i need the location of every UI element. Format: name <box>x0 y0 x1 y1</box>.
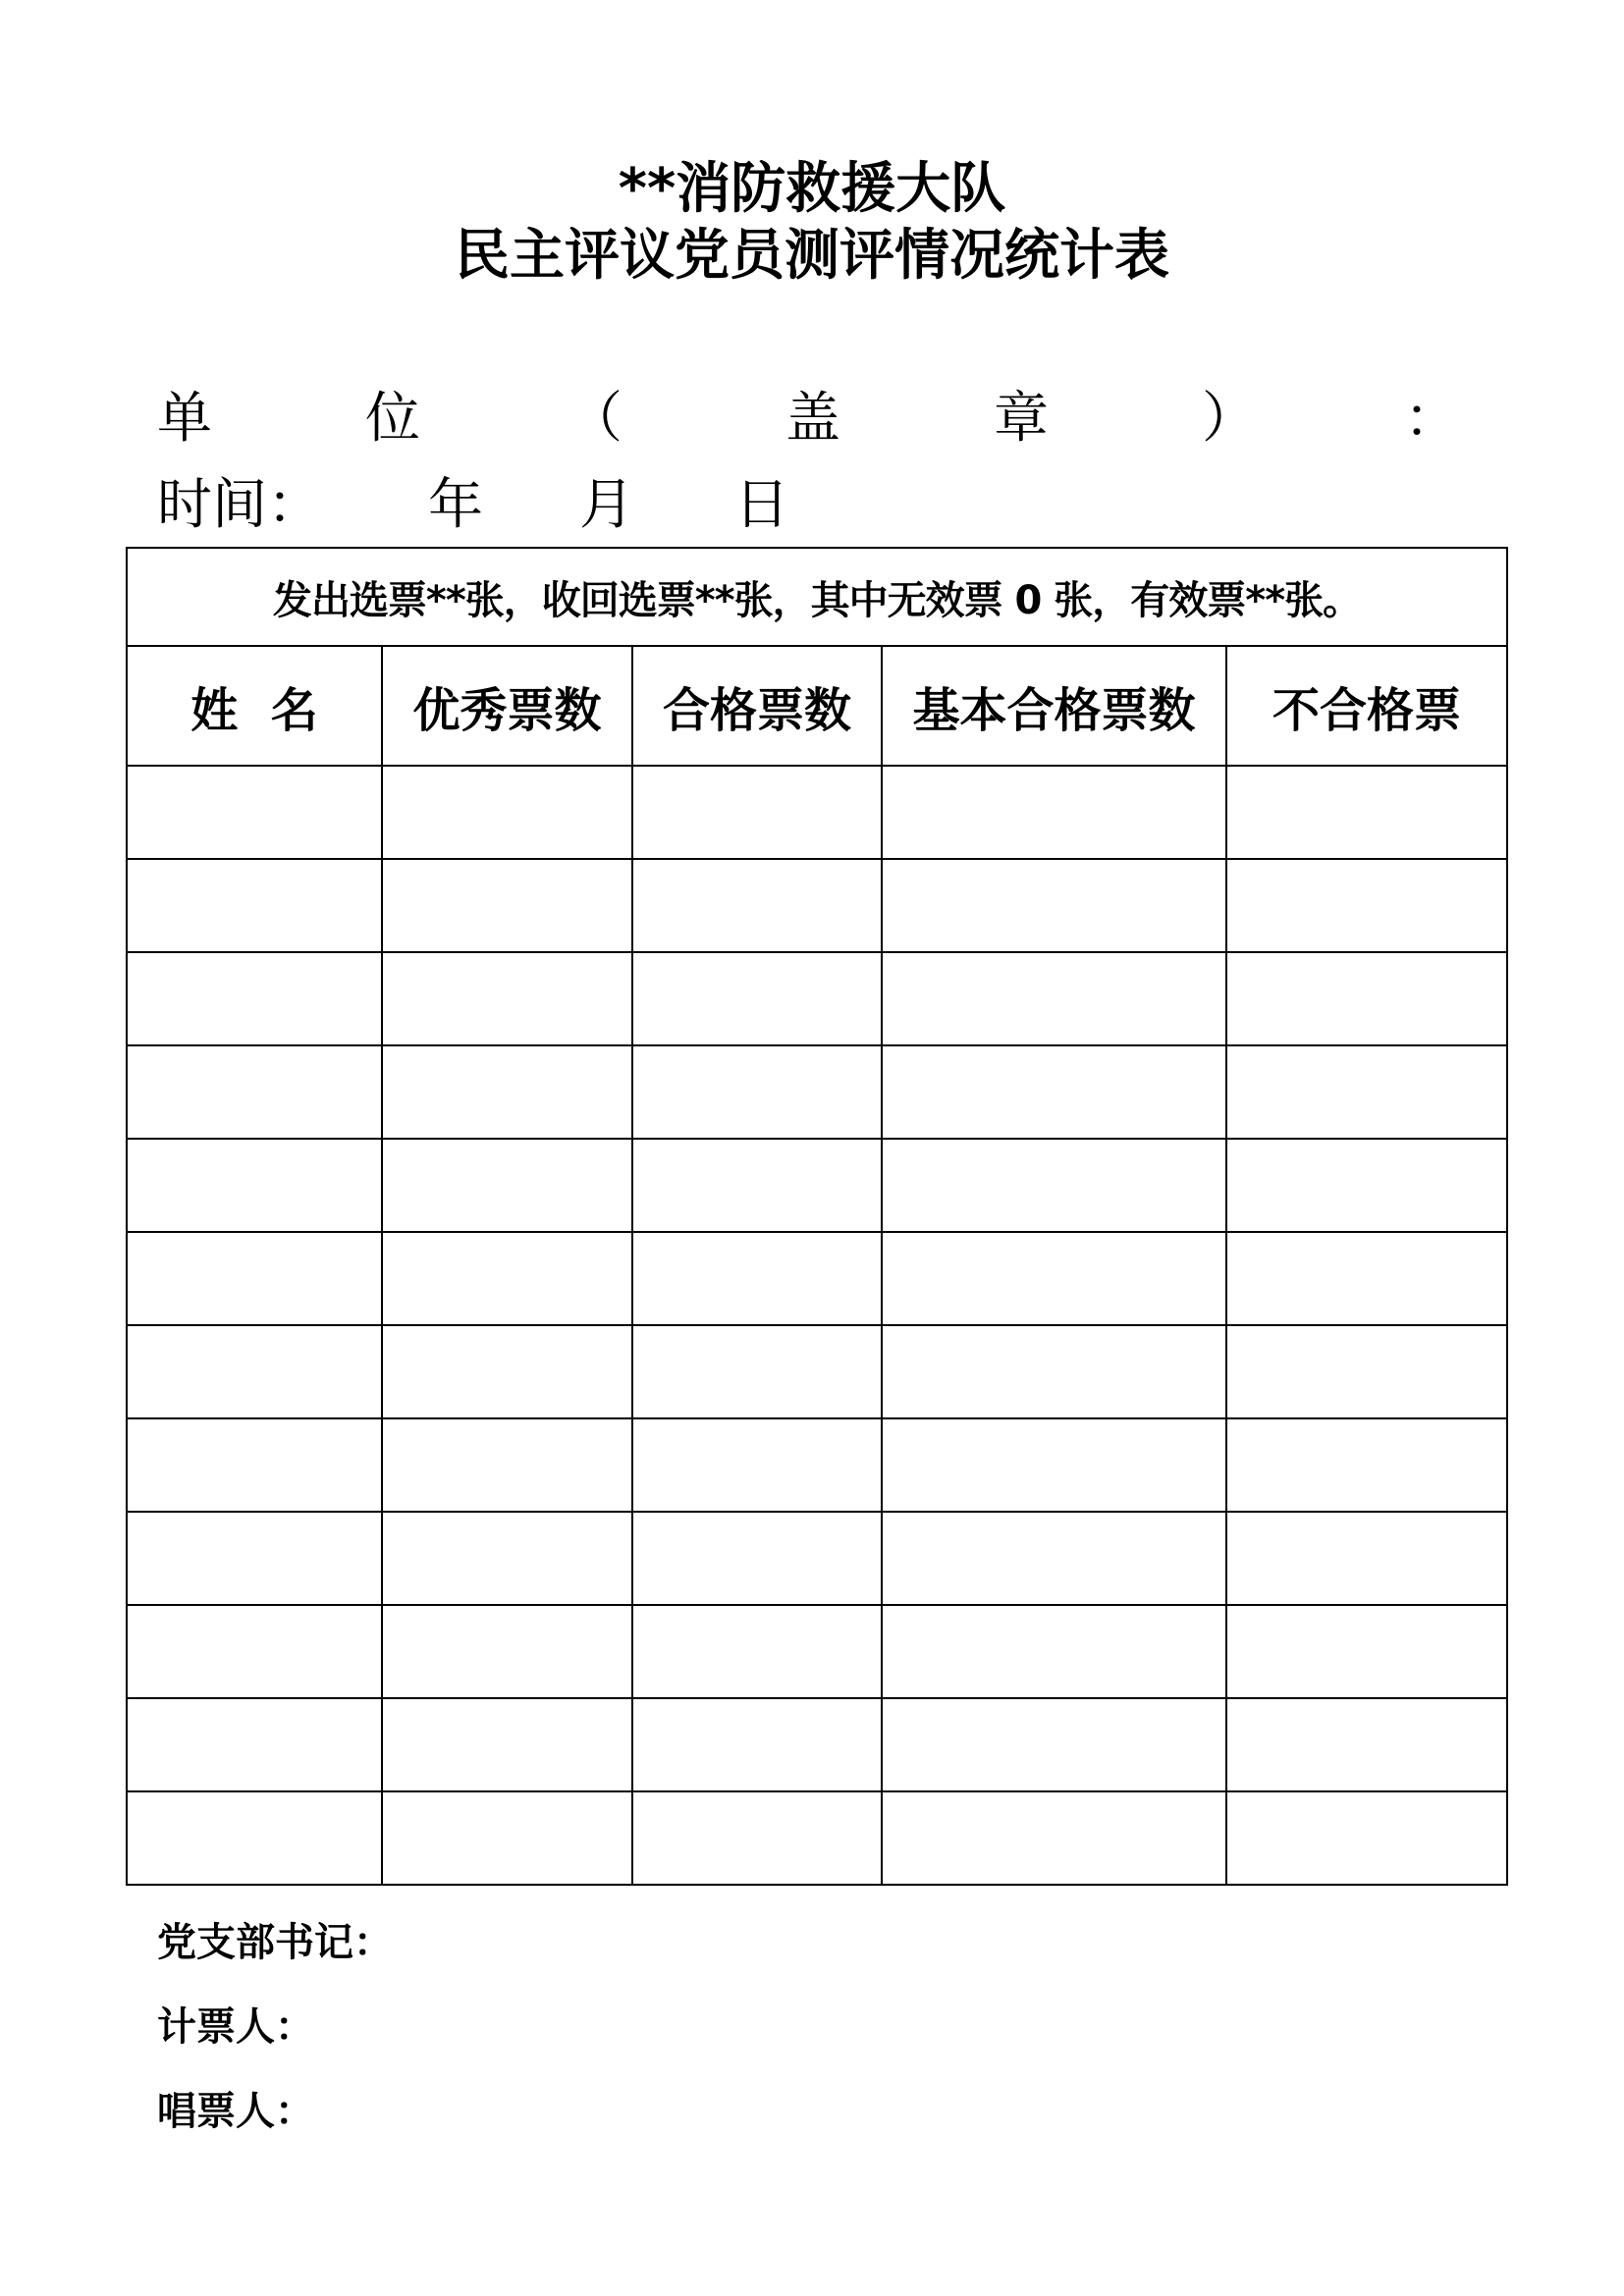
table-row <box>127 1139 1507 1232</box>
table-cell[interactable] <box>382 952 632 1045</box>
table-cell[interactable] <box>1226 1045 1507 1139</box>
column-header-name: 姓 名 <box>127 646 382 766</box>
column-header-basically-qualified: 基本合格票数 <box>882 646 1226 766</box>
table-row <box>127 1045 1507 1139</box>
table-cell[interactable] <box>127 1325 382 1418</box>
table-cell[interactable] <box>632 952 882 1045</box>
table-row <box>127 1325 1507 1418</box>
table-row <box>127 766 1507 859</box>
summary-row <box>127 548 1507 646</box>
table-row <box>127 1791 1507 1885</box>
table-cell[interactable] <box>1226 1139 1507 1232</box>
unit-seal-line <box>157 385 1459 454</box>
table-cell[interactable] <box>632 1232 882 1325</box>
table-cell[interactable] <box>382 766 632 859</box>
table-cell[interactable] <box>127 766 382 859</box>
table-cell[interactable] <box>632 1698 882 1791</box>
table-row <box>127 1418 1507 1512</box>
table-cell[interactable] <box>127 859 382 952</box>
table-row <box>127 1605 1507 1698</box>
table-cell[interactable] <box>1226 1605 1507 1698</box>
time-label: 时间： <box>157 473 322 537</box>
unit-char-3: 盖 <box>785 387 840 451</box>
table-row <box>127 1232 1507 1325</box>
table-row <box>127 1698 1507 1791</box>
unit-char-2: 位 <box>365 387 420 451</box>
document-title-line1: **消防救援大队 <box>618 157 1006 221</box>
table-cell[interactable] <box>632 1512 882 1605</box>
table-cell[interactable] <box>127 1045 382 1139</box>
table-cell[interactable] <box>882 859 1226 952</box>
column-header-qualified: 合格票数 <box>632 646 882 766</box>
table-cell[interactable] <box>632 1139 882 1232</box>
table-cell[interactable] <box>127 1512 382 1605</box>
table-cell[interactable] <box>127 1605 382 1698</box>
table-cell[interactable] <box>632 1418 882 1512</box>
unit-char-1: 单 <box>157 387 212 451</box>
party-secretary-label: 党支部书记： <box>157 1920 393 1965</box>
table-cell[interactable] <box>882 952 1226 1045</box>
table-cell[interactable] <box>382 1325 632 1418</box>
table-row <box>127 1512 1507 1605</box>
table-cell[interactable] <box>882 1325 1226 1418</box>
table-cell[interactable] <box>882 1232 1226 1325</box>
table-cell[interactable] <box>382 1418 632 1512</box>
table-cell[interactable] <box>1226 859 1507 952</box>
time-month: 月 <box>579 473 634 537</box>
table-cell[interactable] <box>1226 1791 1507 1885</box>
table-row <box>127 859 1507 952</box>
table-cell[interactable] <box>882 1139 1226 1232</box>
table-cell[interactable] <box>382 1232 632 1325</box>
table-cell[interactable] <box>382 859 632 952</box>
table-cell[interactable] <box>127 1418 382 1512</box>
time-line <box>157 471 1041 540</box>
unit-char-4: 章 <box>994 387 1049 451</box>
table-cell[interactable] <box>1226 952 1507 1045</box>
table-cell[interactable] <box>882 1045 1226 1139</box>
table-cell[interactable] <box>127 1232 382 1325</box>
time-year: 年 <box>428 473 483 537</box>
table-cell[interactable] <box>127 1698 382 1791</box>
table-cell[interactable] <box>382 1512 632 1605</box>
unit-colon: ： <box>1404 387 1459 451</box>
table-cell[interactable] <box>1226 1418 1507 1512</box>
table-cell[interactable] <box>382 1045 632 1139</box>
table-cell[interactable] <box>632 1791 882 1885</box>
table-cell[interactable] <box>632 859 882 952</box>
time-day: 日 <box>734 473 789 537</box>
table-cell[interactable] <box>882 766 1226 859</box>
table-cell[interactable] <box>127 1791 382 1885</box>
table-row <box>127 952 1507 1045</box>
table-cell[interactable] <box>882 1605 1226 1698</box>
vote-counter-label: 计票人： <box>157 2004 314 2050</box>
vote-statistics-table <box>126 547 1508 1886</box>
table-cell[interactable] <box>382 1791 632 1885</box>
table-cell[interactable] <box>1226 1232 1507 1325</box>
table-cell[interactable] <box>882 1698 1226 1791</box>
unit-paren-close: ） <box>1202 387 1257 451</box>
document-title-line2: 民主评议党员测评情况统计表 <box>455 224 1169 288</box>
table-cell[interactable] <box>632 1045 882 1139</box>
vote-caller-label: 唱票人： <box>157 2089 314 2134</box>
header-row <box>127 646 1507 766</box>
table-cell[interactable] <box>882 1418 1226 1512</box>
table-cell[interactable] <box>1226 1325 1507 1418</box>
table-body <box>127 766 1507 1885</box>
table-cell[interactable] <box>632 1605 882 1698</box>
table-cell[interactable] <box>127 1139 382 1232</box>
table-cell[interactable] <box>882 1791 1226 1885</box>
column-header-excellent: 优秀票数 <box>382 646 632 766</box>
table-cell[interactable] <box>632 766 882 859</box>
table-cell[interactable] <box>632 1325 882 1418</box>
table-cell[interactable] <box>1226 1512 1507 1605</box>
table-cell[interactable] <box>1226 1698 1507 1791</box>
table-cell[interactable] <box>882 1512 1226 1605</box>
column-header-unqualified: 不合格票 <box>1226 646 1507 766</box>
table-cell[interactable] <box>127 952 382 1045</box>
table-cell[interactable] <box>382 1605 632 1698</box>
table-cell[interactable] <box>382 1698 632 1791</box>
table-cell[interactable] <box>382 1139 632 1232</box>
ballot-summary: 发出选票**张，收回选票**张，其中无效票 0 张，有效票**张。 <box>127 548 1507 646</box>
unit-paren-open: （ <box>568 387 623 451</box>
table-cell[interactable] <box>1226 766 1507 859</box>
